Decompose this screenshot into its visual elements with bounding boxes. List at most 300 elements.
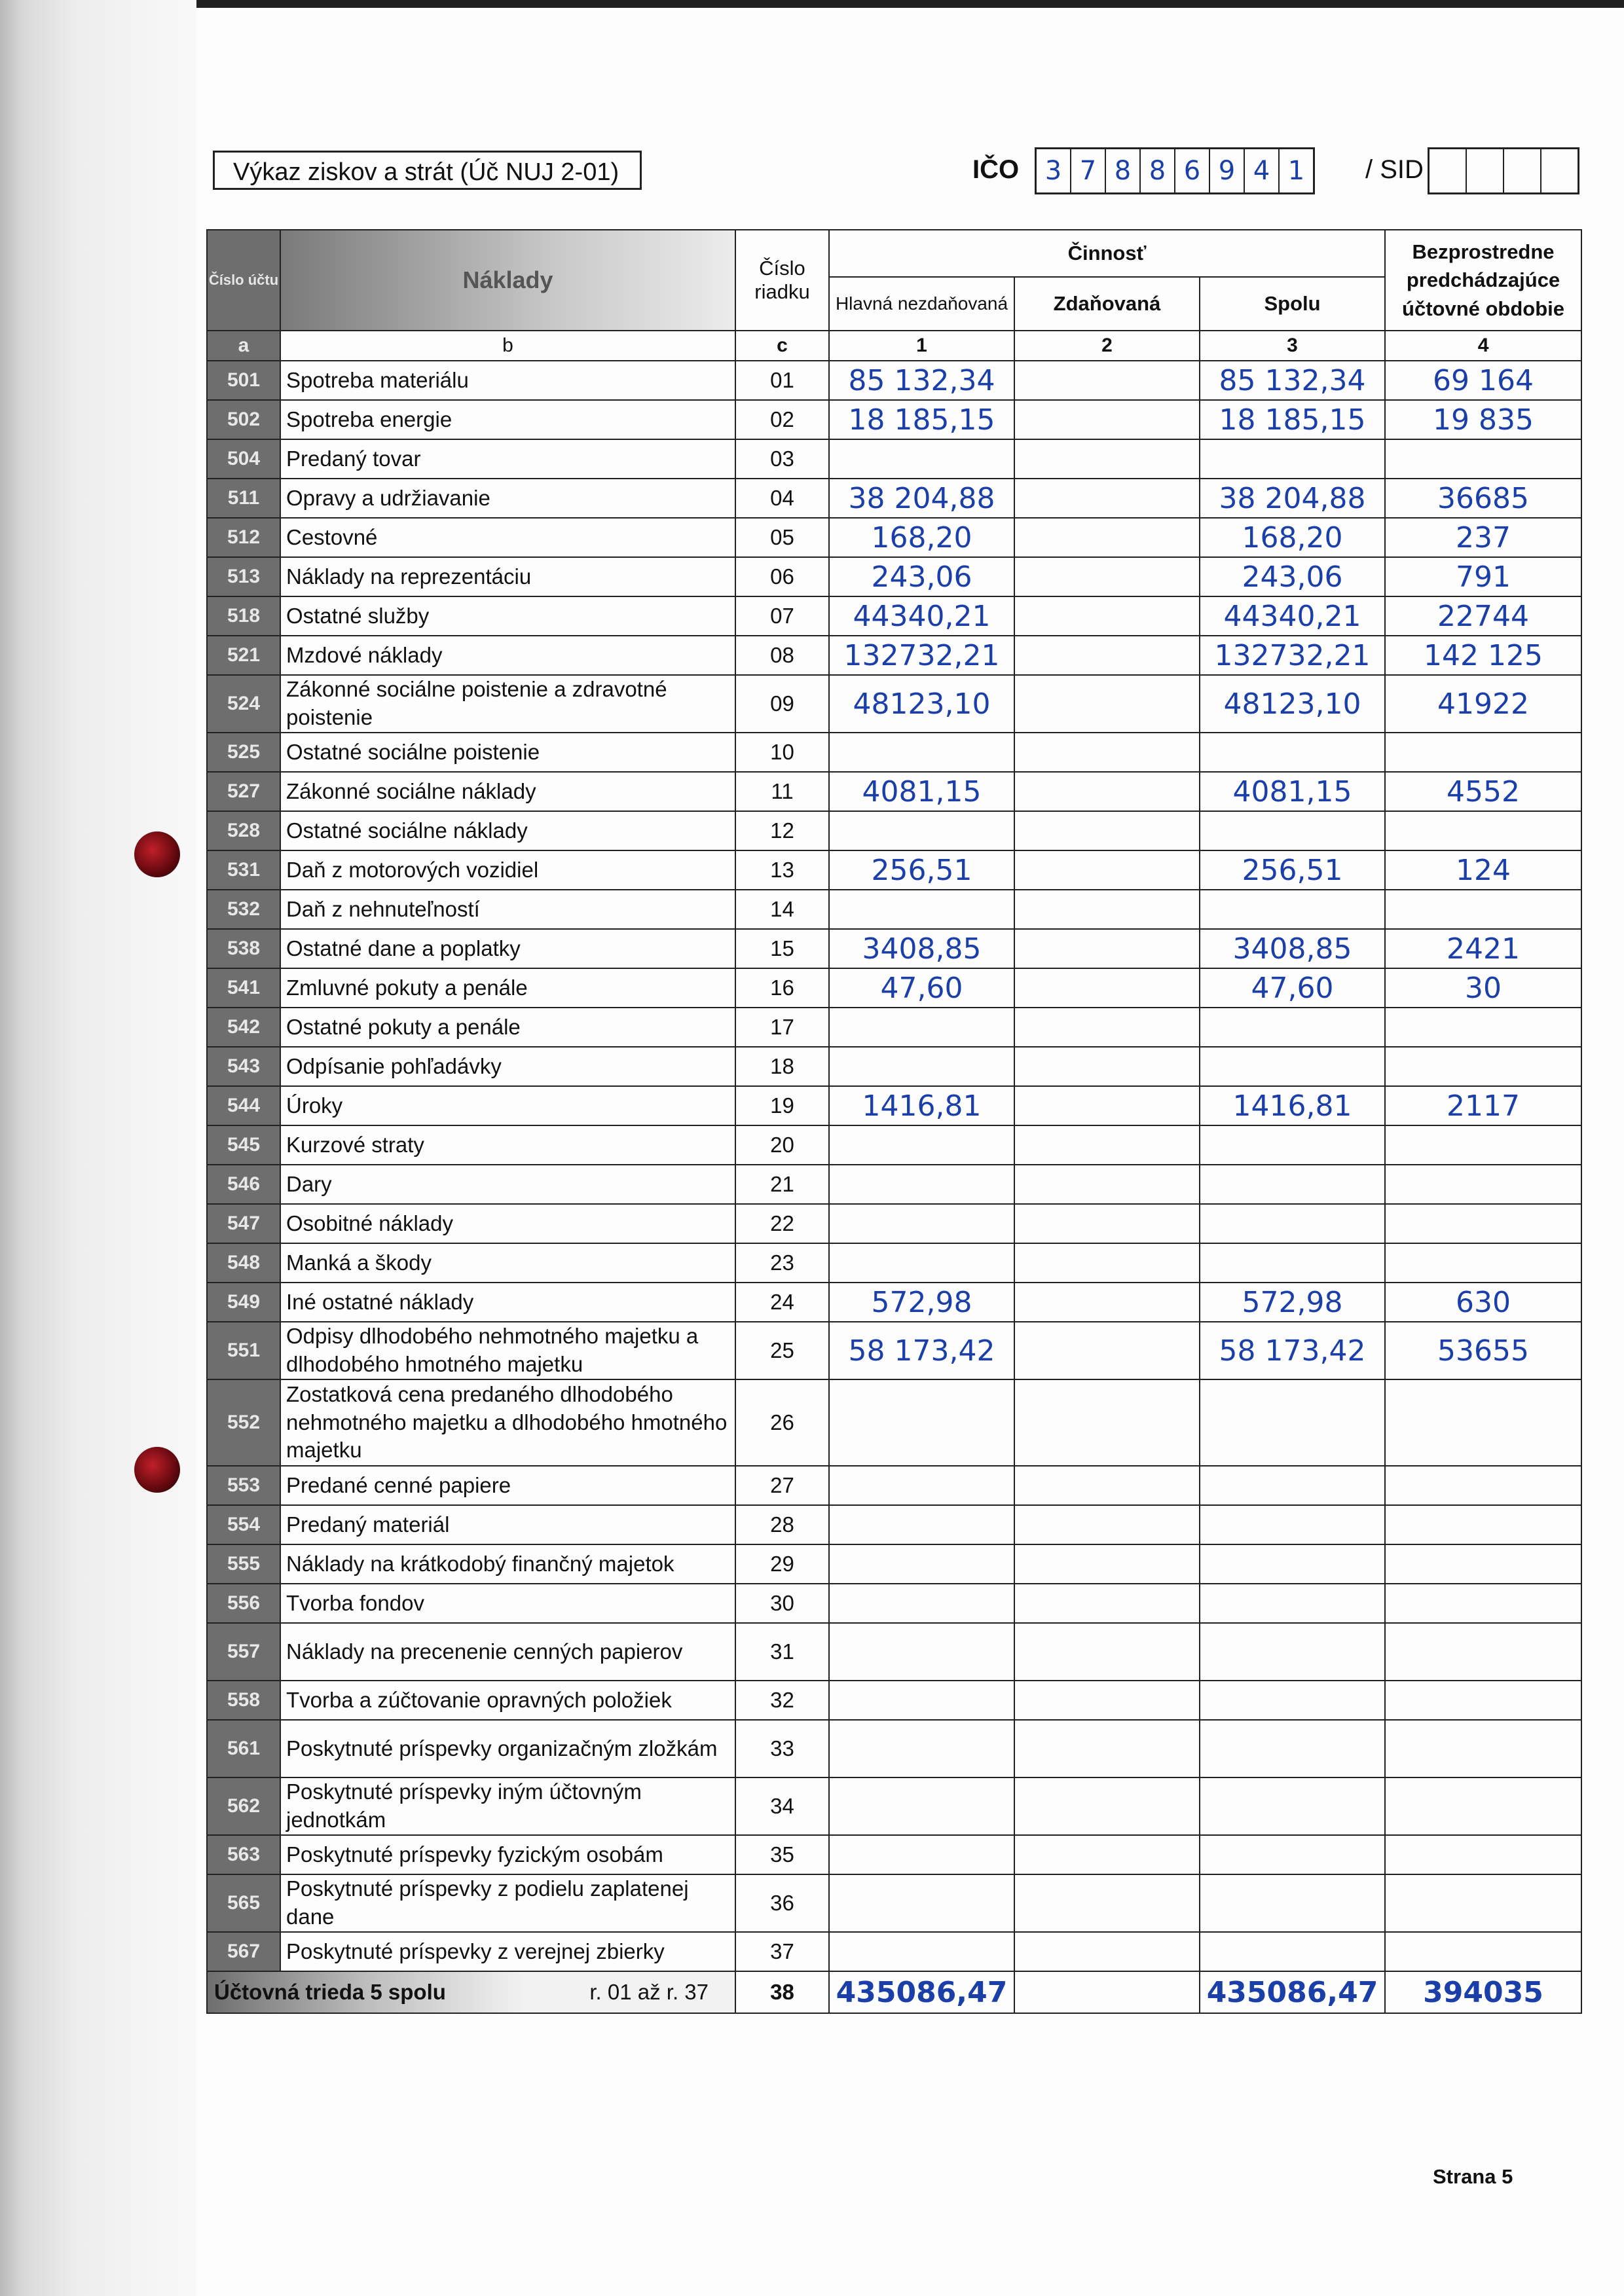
value-total[interactable] (1200, 439, 1385, 479)
table-row (207, 733, 1581, 772)
table-row (207, 1204, 1581, 1243)
value-main[interactable] (829, 1466, 1014, 1505)
cost-name: Zákonné sociálne náklady (280, 772, 735, 811)
value-main[interactable]: 256,51 (829, 850, 1014, 890)
value-main[interactable]: 38 204,88 (829, 479, 1014, 518)
digit-box[interactable]: 7 (1071, 149, 1106, 192)
cost-name: Ostatné pokuty a penále (280, 1008, 735, 1047)
value-main[interactable] (829, 1544, 1014, 1584)
cost-name: Ostatné dane a poplatky (280, 929, 735, 968)
table-row (207, 850, 1581, 890)
cost-name: Poskytnuté príspevky z verejnej zbierky (280, 1932, 735, 1971)
value-total[interactable] (1200, 811, 1385, 850)
value-main[interactable]: 132732,21 (829, 636, 1014, 675)
value-taxed[interactable] (1014, 1047, 1200, 1086)
table-row (207, 1835, 1581, 1874)
value-taxed[interactable] (1014, 1584, 1200, 1623)
account-number: 558 (207, 1681, 280, 1720)
digit-box[interactable]: 4 (1245, 149, 1280, 192)
header-previous-period: Bezprostredne predchádzajúce účtovné obdobie (1385, 230, 1581, 331)
scan-top-edge (0, 0, 1624, 8)
account-number: 554 (207, 1505, 280, 1544)
value-total[interactable] (1200, 1379, 1385, 1466)
value-previous[interactable] (1385, 811, 1581, 850)
cost-name: Tvorba a zúčtovanie opravných položiek (280, 1681, 735, 1720)
row-number: 32 (735, 1681, 829, 1720)
value-previous[interactable] (1385, 1777, 1581, 1835)
value-taxed[interactable] (1014, 1243, 1200, 1283)
value-previous[interactable] (1385, 1544, 1581, 1584)
sum-total[interactable]: 435086,47 (1200, 1971, 1385, 2013)
value-taxed[interactable] (1014, 636, 1200, 675)
value-total[interactable] (1200, 1777, 1385, 1835)
value-taxed[interactable] (1014, 1720, 1200, 1777)
value-taxed[interactable] (1014, 1777, 1200, 1835)
account-number: 524 (207, 675, 280, 733)
value-main[interactable] (829, 733, 1014, 772)
value-main[interactable]: 1416,81 (829, 1086, 1014, 1125)
row-number: 35 (735, 1835, 829, 1874)
binding-shadow (0, 0, 196, 2296)
value-total[interactable] (1200, 733, 1385, 772)
account-number: 538 (207, 929, 280, 968)
value-main[interactable]: 243,06 (829, 557, 1014, 596)
value-previous[interactable]: 69 164 (1385, 361, 1581, 400)
account-number: 545 (207, 1125, 280, 1165)
value-main[interactable] (829, 1047, 1014, 1086)
account-number: 552 (207, 1379, 280, 1466)
account-number: 544 (207, 1086, 280, 1125)
digit-box[interactable]: 9 (1210, 149, 1245, 192)
value-taxed[interactable] (1014, 1835, 1200, 1874)
value-total[interactable]: 85 132,34 (1200, 361, 1385, 400)
form-title: Výkaz ziskov a strát (Úč NUJ 2-01) (213, 151, 642, 190)
row-number: 05 (735, 518, 829, 557)
value-previous[interactable] (1385, 1125, 1581, 1165)
value-previous[interactable]: 2421 (1385, 929, 1581, 968)
value-previous[interactable] (1385, 439, 1581, 479)
account-number: 543 (207, 1047, 280, 1086)
row-number: 19 (735, 1086, 829, 1125)
value-main[interactable]: 47,60 (829, 968, 1014, 1008)
table-row (207, 890, 1581, 929)
value-taxed[interactable] (1014, 1466, 1200, 1505)
value-main[interactable] (829, 1874, 1014, 1932)
sum-taxed[interactable] (1014, 1971, 1200, 2013)
sum-previous[interactable]: 394035 (1385, 1971, 1581, 2013)
cost-name: Manká a škody (280, 1243, 735, 1283)
cost-name: Poskytnuté príspevky fyzickým osobám (280, 1835, 735, 1874)
ico-digit-boxes[interactable] (1035, 147, 1315, 194)
value-total[interactable]: 58 173,42 (1200, 1322, 1385, 1379)
value-taxed[interactable] (1014, 479, 1200, 518)
digit-box[interactable]: 6 (1175, 149, 1210, 192)
account-number: 547 (207, 1204, 280, 1243)
punch-hole (134, 1447, 180, 1493)
value-previous[interactable]: 142 125 (1385, 636, 1581, 675)
row-number: 27 (735, 1466, 829, 1505)
row-number: 18 (735, 1047, 829, 1086)
value-previous[interactable]: 53655 (1385, 1322, 1581, 1379)
account-number: 511 (207, 479, 280, 518)
value-previous[interactable]: 36685 (1385, 479, 1581, 518)
sum-label-cell (207, 1971, 735, 2013)
cost-name: Zostatková cena predaného dlhodobého nehmotného majetku a dlhodobého hmotného majetku (280, 1379, 735, 1466)
row-number: 16 (735, 968, 829, 1008)
value-previous[interactable] (1385, 890, 1581, 929)
value-taxed[interactable] (1014, 733, 1200, 772)
value-main[interactable]: 4081,15 (829, 772, 1014, 811)
cost-name: Poskytnuté príspevky z podielu zaplatenej dane (280, 1874, 735, 1932)
cost-name: Poskytnuté príspevky iným účtovným jednotkám (280, 1777, 735, 1835)
value-previous[interactable]: 630 (1385, 1283, 1581, 1322)
row-number: 15 (735, 929, 829, 968)
value-taxed[interactable] (1014, 1623, 1200, 1681)
digit-box[interactable] (1541, 149, 1578, 192)
value-previous[interactable] (1385, 1165, 1581, 1204)
value-taxed[interactable] (1014, 929, 1200, 968)
value-taxed[interactable] (1014, 772, 1200, 811)
row-number: 33 (735, 1720, 829, 1777)
value-total[interactable]: 4081,15 (1200, 772, 1385, 811)
value-previous[interactable] (1385, 1720, 1581, 1777)
value-previous[interactable]: 237 (1385, 518, 1581, 557)
table-row (207, 968, 1581, 1008)
value-total[interactable] (1200, 1243, 1385, 1283)
cost-name: Ostatné služby (280, 596, 735, 636)
punch-hole (134, 831, 180, 877)
value-total[interactable] (1200, 1835, 1385, 1874)
cost-name: Náklady na precenenie cenných papierov (280, 1623, 735, 1681)
row-number: 25 (735, 1322, 829, 1379)
cost-name: Cestovné (280, 518, 735, 557)
account-number: 549 (207, 1283, 280, 1322)
cost-table (206, 229, 1582, 2014)
value-taxed[interactable] (1014, 1204, 1200, 1243)
value-main[interactable] (829, 1720, 1014, 1777)
value-total[interactable]: 44340,21 (1200, 596, 1385, 636)
table-row (207, 1466, 1581, 1505)
value-total[interactable] (1200, 1874, 1385, 1932)
value-main[interactable] (829, 1505, 1014, 1544)
value-main[interactable]: 18 185,15 (829, 400, 1014, 439)
table-row (207, 1322, 1581, 1379)
row-number: 13 (735, 850, 829, 890)
value-main[interactable] (829, 1204, 1014, 1243)
value-taxed[interactable] (1014, 596, 1200, 636)
value-taxed[interactable] (1014, 1544, 1200, 1584)
header-row-number: Číslo riadku (735, 230, 829, 331)
header-costs: Náklady (280, 230, 735, 331)
value-total[interactable] (1200, 1505, 1385, 1544)
value-taxed[interactable] (1014, 968, 1200, 1008)
row-number: 29 (735, 1544, 829, 1584)
row-number: 01 (735, 361, 829, 400)
cost-name: Mzdové náklady (280, 636, 735, 675)
value-previous[interactable]: 41922 (1385, 675, 1581, 733)
value-total[interactable]: 38 204,88 (1200, 479, 1385, 518)
row-number: 14 (735, 890, 829, 929)
cost-name: Spotreba energie (280, 400, 735, 439)
table-row (207, 1874, 1581, 1932)
table-row (207, 518, 1581, 557)
value-taxed[interactable] (1014, 1874, 1200, 1932)
cost-name: Spotreba materiálu (280, 361, 735, 400)
cost-name: Úroky (280, 1086, 735, 1125)
column-letter: c (735, 331, 829, 361)
value-taxed[interactable] (1014, 557, 1200, 596)
row-number: 09 (735, 675, 829, 733)
account-number: 531 (207, 850, 280, 890)
form-header (206, 147, 1588, 193)
value-total[interactable] (1200, 1720, 1385, 1777)
value-total[interactable] (1200, 1008, 1385, 1047)
value-taxed[interactable] (1014, 400, 1200, 439)
table-row (207, 811, 1581, 850)
value-main[interactable]: 48123,10 (829, 675, 1014, 733)
value-previous[interactable]: 124 (1385, 850, 1581, 890)
value-main[interactable] (829, 439, 1014, 479)
account-number: 551 (207, 1322, 280, 1379)
sid-digit-boxes[interactable] (1428, 147, 1579, 194)
table-row (207, 1720, 1581, 1777)
value-taxed[interactable] (1014, 518, 1200, 557)
value-taxed[interactable] (1014, 1086, 1200, 1125)
value-taxed[interactable] (1014, 1681, 1200, 1720)
account-number: 553 (207, 1466, 280, 1505)
value-previous[interactable] (1385, 1835, 1581, 1874)
value-taxed[interactable] (1014, 361, 1200, 400)
table-row (207, 1584, 1581, 1623)
header-taxed: Zdaňovaná (1014, 277, 1200, 331)
value-previous[interactable]: 19 835 (1385, 400, 1581, 439)
digit-box[interactable]: 1 (1287, 156, 1305, 186)
account-number: 557 (207, 1623, 280, 1681)
value-taxed[interactable] (1014, 439, 1200, 479)
value-previous[interactable] (1385, 1047, 1581, 1086)
value-total[interactable]: 572,98 (1200, 1283, 1385, 1322)
value-main[interactable] (829, 811, 1014, 850)
digit-box[interactable]: 3 (1037, 149, 1071, 192)
value-main[interactable]: 44340,21 (829, 596, 1014, 636)
column-letter: 2 (1014, 331, 1200, 361)
cost-name: Zmluvné pokuty a penále (280, 968, 735, 1008)
value-main[interactable]: 572,98 (829, 1283, 1014, 1322)
value-total[interactable]: 18 185,15 (1200, 400, 1385, 439)
table-row (207, 1681, 1581, 1720)
row-number: 26 (735, 1379, 829, 1466)
row-number: 28 (735, 1505, 829, 1544)
sum-range: r. 01 až r. 37 (589, 1980, 709, 2004)
page-number: Strana 5 (1433, 2165, 1513, 2188)
cost-name: Iné ostatné náklady (280, 1283, 735, 1322)
value-total[interactable] (1200, 1466, 1385, 1505)
value-total[interactable] (1200, 1932, 1385, 1971)
value-main[interactable] (829, 1243, 1014, 1283)
value-main[interactable] (829, 1125, 1014, 1165)
account-number: 563 (207, 1835, 280, 1874)
account-number: 565 (207, 1874, 280, 1932)
cost-name: Odpisy dlhodobého nehmotného majetku a dlhodobého hmotného majetku (280, 1322, 735, 1379)
row-number: 37 (735, 1932, 829, 1971)
value-previous[interactable]: 22744 (1385, 596, 1581, 636)
value-previous[interactable]: 30 (1385, 968, 1581, 1008)
row-number: 24 (735, 1283, 829, 1322)
row-number: 38 (735, 1971, 829, 2013)
value-main[interactable] (829, 1008, 1014, 1047)
account-number: 556 (207, 1584, 280, 1623)
value-previous[interactable] (1385, 1623, 1581, 1681)
account-number: 542 (207, 1008, 280, 1047)
value-main[interactable] (829, 1623, 1014, 1681)
row-number: 10 (735, 733, 829, 772)
value-taxed[interactable] (1014, 1932, 1200, 1971)
account-number: 504 (207, 439, 280, 479)
value-main[interactable] (829, 1835, 1014, 1874)
table-row (207, 1932, 1581, 1971)
value-taxed[interactable] (1014, 1283, 1200, 1322)
value-total[interactable]: 168,20 (1200, 518, 1385, 557)
digit-box[interactable] (1430, 149, 1467, 192)
row-number: 07 (735, 596, 829, 636)
value-taxed[interactable] (1014, 1379, 1200, 1466)
value-previous[interactable] (1385, 1584, 1581, 1623)
value-taxed[interactable] (1014, 1165, 1200, 1204)
value-previous[interactable] (1385, 1681, 1581, 1720)
column-letter: 1 (829, 331, 1014, 361)
row-number: 21 (735, 1165, 829, 1204)
row-number: 17 (735, 1008, 829, 1047)
cost-name: Náklady na krátkodobý finančný majetok (280, 1544, 735, 1584)
value-total[interactable] (1200, 1681, 1385, 1720)
table-row (207, 1623, 1581, 1681)
cost-name: Zákonné sociálne poistenie a zdravotné poistenie (280, 675, 735, 733)
value-main[interactable]: 3408,85 (829, 929, 1014, 968)
value-previous[interactable] (1385, 1466, 1581, 1505)
value-main[interactable] (829, 1165, 1014, 1204)
value-previous[interactable] (1385, 1874, 1581, 1932)
value-main[interactable] (829, 890, 1014, 929)
value-previous[interactable] (1385, 1204, 1581, 1243)
value-total[interactable] (1200, 1165, 1385, 1204)
account-number: 541 (207, 968, 280, 1008)
value-taxed[interactable] (1014, 850, 1200, 890)
value-total[interactable]: 48123,10 (1200, 675, 1385, 733)
column-letter: b (280, 331, 735, 361)
column-letter: a (207, 331, 280, 361)
value-taxed[interactable] (1014, 1125, 1200, 1165)
value-taxed[interactable] (1014, 890, 1200, 929)
cost-name: Daň z motorových vozidiel (280, 850, 735, 890)
value-total[interactable]: 132732,21 (1200, 636, 1385, 675)
value-total[interactable]: 47,60 (1200, 968, 1385, 1008)
row-number: 31 (735, 1623, 829, 1681)
value-previous[interactable] (1385, 733, 1581, 772)
value-main[interactable] (829, 1379, 1014, 1466)
digit-box[interactable] (1467, 149, 1504, 192)
value-previous[interactable] (1385, 1008, 1581, 1047)
cost-name: Opravy a udržiavanie (280, 479, 735, 518)
value-main[interactable]: 168,20 (829, 518, 1014, 557)
value-taxed[interactable] (1014, 1008, 1200, 1047)
sum-main[interactable]: 435086,47 (829, 1971, 1014, 2013)
account-number: 561 (207, 1720, 280, 1777)
table-row (207, 1777, 1581, 1835)
cost-name: Predané cenné papiere (280, 1466, 735, 1505)
value-main[interactable] (829, 1932, 1014, 1971)
table-row (207, 1283, 1581, 1322)
row-number: 06 (735, 557, 829, 596)
table-row (207, 361, 1581, 400)
table-row (207, 1086, 1581, 1125)
cost-name: Osobitné náklady (280, 1204, 735, 1243)
value-total[interactable] (1200, 1047, 1385, 1086)
value-main[interactable] (829, 1681, 1014, 1720)
value-taxed[interactable] (1014, 675, 1200, 733)
cost-name: Odpísanie pohľadávky (280, 1047, 735, 1086)
value-total[interactable] (1200, 1125, 1385, 1165)
table-row (207, 1544, 1581, 1584)
account-number: 512 (207, 518, 280, 557)
row-number: 30 (735, 1584, 829, 1623)
cost-name: Ostatné sociálne náklady (280, 811, 735, 850)
value-total[interactable]: 3408,85 (1200, 929, 1385, 968)
digit-box[interactable] (1504, 149, 1541, 192)
header-total: Spolu (1200, 277, 1385, 331)
table-row (207, 1047, 1581, 1086)
value-total[interactable] (1200, 1584, 1385, 1623)
value-total[interactable]: 1416,81 (1200, 1086, 1385, 1125)
account-number: 521 (207, 636, 280, 675)
value-previous[interactable] (1385, 1932, 1581, 1971)
value-previous[interactable] (1385, 1243, 1581, 1283)
value-total[interactable] (1200, 1623, 1385, 1681)
account-number: 525 (207, 733, 280, 772)
account-number: 528 (207, 811, 280, 850)
value-main[interactable]: 85 132,34 (829, 361, 1014, 400)
value-main[interactable] (829, 1777, 1014, 1835)
account-number: 518 (207, 596, 280, 636)
table-row (207, 596, 1581, 636)
digit-box[interactable]: 8 (1141, 149, 1175, 192)
value-taxed[interactable] (1014, 1322, 1200, 1379)
value-previous[interactable]: 2117 (1385, 1086, 1581, 1125)
value-previous[interactable]: 791 (1385, 557, 1581, 596)
value-previous[interactable] (1385, 1505, 1581, 1544)
cost-name: Predaný materiál (280, 1505, 735, 1544)
table-row (207, 1008, 1581, 1047)
value-main[interactable]: 58 173,42 (829, 1322, 1014, 1379)
value-total[interactable] (1200, 1544, 1385, 1584)
value-previous[interactable]: 4552 (1385, 772, 1581, 811)
value-taxed[interactable] (1014, 1505, 1200, 1544)
value-total[interactable] (1200, 1204, 1385, 1243)
value-total[interactable]: 256,51 (1200, 850, 1385, 890)
row-number: 36 (735, 1874, 829, 1932)
cost-name: Dary (280, 1165, 735, 1204)
account-number: 548 (207, 1243, 280, 1283)
table-row (207, 439, 1581, 479)
value-previous[interactable] (1385, 1379, 1581, 1466)
value-main[interactable] (829, 1584, 1014, 1623)
table-row (207, 479, 1581, 518)
row-number: 34 (735, 1777, 829, 1835)
sid-label: / SID (1365, 155, 1424, 184)
value-total[interactable] (1200, 890, 1385, 929)
digit-box[interactable]: 8 (1106, 149, 1141, 192)
value-taxed[interactable] (1014, 811, 1200, 850)
value-total[interactable]: 243,06 (1200, 557, 1385, 596)
